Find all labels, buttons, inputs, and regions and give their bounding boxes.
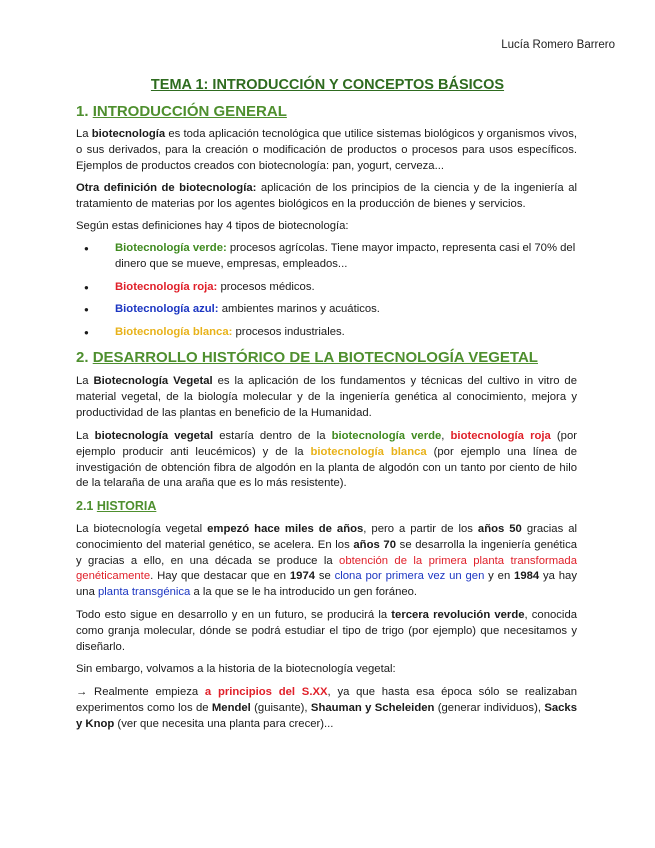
paragraph-types-intro: Según estas definiciones hay 4 tipos de biotecnología: — [76, 220, 349, 232]
text: aplicación de los principios de la ciencia y de la ingeniería al tratamiento de materias por los agentes biológicos en la producción de bienes y servicios. — [76, 182, 577, 210]
term: tercera revolución verde — [391, 609, 525, 621]
text: , pero a partir de los — [363, 523, 478, 535]
paragraph-biotech-vegetal-scope — [76, 429, 577, 492]
text: , — [441, 430, 451, 442]
text: → Realmente empieza — [76, 686, 205, 698]
text: gracias al conocimiento del material genético, se acelera. En los — [76, 523, 578, 551]
text: es la aplicación de los fundamentos y técnicas del cultivo in vitro de material vegetal, de la biología molecular y de la ingeniería genética al conocimiento, mejora y productividad de las plantas en beneficio de la Humanidad. — [76, 375, 577, 419]
paragraph-biotech-definition — [76, 127, 577, 174]
text: , conocida como granja molecular, dónde se podrá estudiar el tipo de trigo (por ejemplo) que necesitamos y diseñarlo. — [76, 609, 578, 653]
section-1-title: INTRODUCCIÓN GENERAL — [92, 103, 287, 120]
term: Sacks y Knop — [76, 701, 577, 730]
term-blanca: biotecnología blanca — [310, 445, 427, 458]
text: . Hay que destacar que en — [150, 570, 290, 583]
term-biotecnologia: biotecnología — [91, 128, 166, 140]
section-1-number: 1. — [76, 103, 93, 120]
label-azul: Biotecnología azul: — [115, 303, 219, 316]
section-2-heading — [76, 349, 538, 366]
text: se — [315, 570, 335, 583]
text: ambientes marinos y acuáticos. — [218, 303, 380, 316]
highlight-blue: planta transgénica — [98, 586, 191, 599]
text: (por ejemplo una línea de investigación de obtención fibra de algodón en la planta de algodón con un tanto por ciento de hilo de la telaraña de una araña que es lo más resistente). — [76, 445, 577, 490]
section-1-heading — [76, 103, 287, 120]
text: (guisante), — [250, 701, 311, 714]
paragraph-other-definition — [76, 181, 577, 213]
text: procesos agrícolas. Tiene mayor impacto, representa casi el 70% del dinero que se mueve, empresas, empleados... — [115, 242, 576, 270]
term: 1974 — [289, 570, 316, 583]
paragraph-future — [76, 608, 577, 655]
term-biotecnologia-vegetal: Biotecnología Vegetal — [93, 375, 213, 387]
text: La — [76, 128, 92, 140]
text: La — [76, 375, 94, 387]
paragraph-early-history — [76, 685, 577, 732]
list-item-verde — [76, 241, 577, 273]
paragraph-biotech-vegetal — [76, 374, 577, 421]
text: estaría dentro de la — [213, 430, 332, 442]
section-2-title: DESARROLLO HISTÓRICO DE LA BIOTECNOLOGÍA VEGETAL — [92, 349, 538, 366]
term: empezó hace miles de años — [207, 523, 364, 535]
paragraph-return: Sin embargo, volvamos a la historia de la biotecnología vegetal: — [76, 663, 396, 675]
section-2-1-heading — [76, 499, 156, 513]
page-title — [0, 77, 655, 93]
term: Mendel — [211, 701, 251, 714]
list-item-roja — [76, 280, 577, 296]
text: es toda aplicación tecnológica que utilice sistemas biológicos y organismos vivos, o sus derivados, para la creación o modificación de productos o procesos para usos específicos. Ejemplos de productos creados con biotecnología: pan, yogurt, cerveza... — [76, 128, 577, 172]
highlight-red: a principios del S.XX — [204, 686, 328, 698]
highlight-red: obtención de la primera planta transformada genéticamente — [76, 554, 577, 583]
text: a la que se le ha introducido un gen foráneo. — [190, 586, 418, 599]
term: años 50 — [477, 523, 522, 535]
paragraph-history — [76, 522, 577, 601]
term: 1984 — [514, 570, 540, 583]
text: ya hay una — [76, 570, 577, 599]
term: años 70 — [353, 538, 396, 551]
label-verde: Biotecnología verde: — [115, 242, 227, 254]
text: procesos industriales. — [232, 326, 345, 339]
term: biotecnología vegetal — [94, 430, 214, 442]
text: (por ejemplo producir anti leucémicos) y de la — [76, 430, 577, 458]
highlight-blue: clona por primera vez un gen — [334, 570, 485, 583]
section-2-1-number: 2.1 — [76, 499, 97, 513]
term-roja: biotecnología roja — [450, 430, 551, 442]
term-verde: biotecnología verde — [331, 430, 442, 442]
text: se desarrolla la ingeniería genética y gracias a ello, en una década se produce la — [76, 538, 577, 567]
text: La — [76, 430, 95, 442]
section-2-1-title: HISTORIA — [96, 499, 157, 513]
list-item-azul — [76, 302, 577, 318]
text: Todo esto sigue en desarrollo y en un futuro, se producirá la — [76, 609, 392, 621]
page-title-text: TEMA 1: INTRODUCCIÓN Y CONCEPTOS BÁSICOS — [150, 77, 505, 93]
text: y en — [484, 570, 515, 583]
author-name: Lucía Romero Barrero — [501, 39, 615, 51]
section-2-number: 2. — [76, 349, 93, 366]
list-item-blanca — [76, 325, 577, 341]
text: (ver que necesita una planta para crecer)... — [114, 717, 334, 730]
term: Shauman y Scheleiden — [310, 701, 435, 714]
text: procesos médicos. — [217, 280, 315, 293]
text: (generar individuos), — [434, 701, 545, 714]
label-roja: Biotecnología roja: — [115, 280, 218, 293]
text: La biotecnología vegetal — [76, 523, 208, 535]
biotech-types-list — [76, 241, 577, 348]
text: , ya que hasta esa época sólo se realizaban experimentos como los de — [76, 686, 577, 714]
term-otra-definicion: Otra definición de biotecnología: — [76, 182, 257, 194]
label-blanca: Biotecnología blanca: — [115, 326, 233, 339]
